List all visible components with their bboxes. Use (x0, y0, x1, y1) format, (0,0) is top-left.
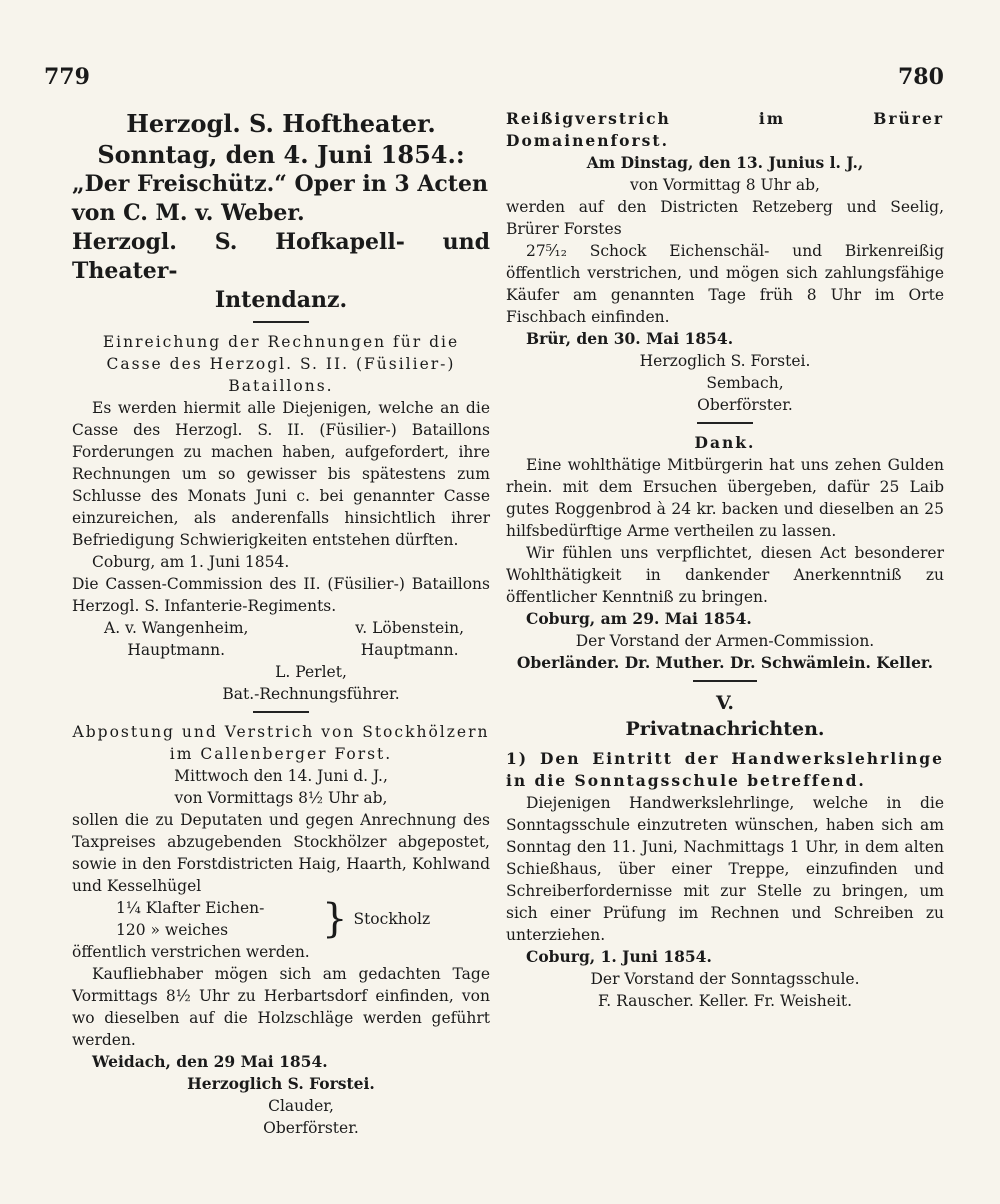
brace-glyph: } (322, 896, 348, 942)
wood-after: öffentlich verstrichen werden. (72, 943, 310, 961)
opera-composer: von C. M. v. Weber. (72, 200, 305, 226)
signature-loebenstein: v. Löbenstein, Hauptmann. (355, 619, 464, 659)
accounts-notice (72, 331, 490, 713)
intendance-line-2: Intendanz. (214, 287, 348, 313)
divider (253, 711, 309, 713)
accounts-commission: Die Cassen-Commission des II. (Füsilier-) Bataillons Herzogl. S. Infanterie-Regiments. (72, 575, 490, 615)
accounts-place-date: Coburg, am 1. Juni 1854. (92, 553, 290, 571)
accounts-body: Es werden hiermit alle Diejenigen, welche an die Casse des Herzogl. S. II. (Füsilier-) Bataillons Forderungen zu machen haben, aufgefordert, ihre Rechnungen um so gewisser bis spätestens zum Schlusse des Monats Juni c. bei genannter Casse einzureichen, als anderenfalls hinsichtlich ihrer Befriedigung Schwierigkeiten entstehen dürften. (72, 399, 490, 549)
brushwood-heading: Reißigverstrich im Brürer Domainenforst. (506, 109, 944, 150)
thanks-board: Der Vorstand der Armen-Commission. (575, 632, 875, 650)
brushwood-date-line-2: von Vormittag 8 Uhr ab, (630, 176, 820, 194)
theater-title: Herzogl. S. Hoftheater. (126, 109, 436, 138)
brushwood-place-date: Brür, den 30. Mai 1854. (526, 329, 734, 348)
wood-auction-notice (72, 721, 490, 1139)
apprentice-heading: 1) Den Eintritt der Handwerkslehrlinge in die Sonntagsschule betreffend. (506, 749, 944, 790)
wood-item-oak: 1¼ Klafter Eichen- (116, 899, 265, 917)
intendance-line-1: Herzogl. S. Hofkapell- und Theater- (72, 229, 490, 284)
brushwood-date-line-1: Am Dinstag, den 13. Junius l. J., (586, 153, 864, 172)
wood-body: sollen die zu Deputaten und gegen Anrechnung des Taxpreises abzugebenden Stockhölzer abgepostet, sowie in den Forstdistricten Haig, Haarth, Kohlwand und Kesselhügel (72, 811, 490, 895)
thanks-names: Oberländer. Dr. Muther. Dr. Schwämlein. Keller. (516, 653, 934, 672)
thanks-body-1: Eine wohlthätige Mitbürgerin hat uns zehen Gulden rhein. mit dem Ersuchen übergeben, dafür 25 Laib gutes Roggenbrod à 24 kr. backen und dieselben an 25 hilfsbedürftige Arme vertheilen zu lassen. (506, 456, 944, 540)
page-number-left: 779 (44, 64, 90, 90)
brushwood-office: Herzoglich S. Forstei. (639, 352, 811, 370)
wood-items (72, 897, 490, 941)
apprentice-body: Diejenigen Handwerkslehrlinge, welche in die Sonntagsschule einzutreten wünschen, haben sich am Sonntag den 11. Juni, Nachmittags 1 Uhr, in dem alten Schießhaus, über einer Treppe, einzufinden und Schreiberfordernisse mit zur Stelle zu bringen, um sich einer Prüfung im Rechnen und Schreiben zu unterziehen. (506, 794, 944, 944)
thanks-notice (506, 432, 944, 682)
brushwood-body-1: werden auf den Districten Retzeberg und Seelig, Brürer Forstes (506, 198, 944, 238)
page-number-right: 780 (898, 64, 944, 90)
divider (693, 680, 757, 682)
thanks-place-date: Coburg, am 29. Mai 1854. (526, 609, 752, 628)
divider (697, 422, 753, 424)
wood-signer: Clauder, (268, 1097, 334, 1115)
signature-wangenheim: A. v. Wangenheim, Hauptmann. (104, 619, 249, 659)
apprentice-place-date: Coburg, 1. Juni 1854. (526, 947, 712, 966)
opera-title: „Der Freischütz.“ Oper in 3 Acten (72, 171, 488, 197)
section-number: V. (715, 692, 735, 714)
left-column (72, 108, 490, 1139)
brushwood-body-2: 27⁵⁄₁₂ Schock Eichenschäl- und Birkenreißig öffentlich verstrichen, und mögen sich zahlungsfähige Käufer am genannten Tage früh 8 Uhr im Orte Fischbach einfinden. (506, 242, 944, 326)
apprentice-board: Der Vorstand der Sonntagsschule. (590, 970, 860, 988)
divider (253, 321, 309, 323)
wood-heading: Abpostung und Verstrich von Stockhölzern im Callenberger Forst. (72, 723, 490, 763)
wood-signer-title: Oberförster. (263, 1119, 359, 1137)
signature-perlet: L. Perlet, Bat.-Rechnungsführer. (222, 663, 400, 703)
brushwood-signer: Sembach, (706, 374, 784, 392)
wood-place-date: Weidach, den 29 Mai 1854. (92, 1052, 328, 1071)
section-title: Privatnachrichten. (625, 718, 825, 740)
thanks-body-2: Wir fühlen uns verpflichtet, diesen Act besonderer Wohlthätigkeit in dankender Anerkenntniß zu öffentlicher Kenntniß zu bringen. (506, 544, 944, 606)
theater-notice (72, 108, 490, 323)
theater-date: Sonntag, den 4. Juni 1854.: (97, 140, 465, 169)
wood-office: Herzoglich S. Forstei. (187, 1074, 375, 1093)
private-news (506, 690, 944, 1012)
wood-item-soft: 120 » weiches (116, 921, 229, 939)
brushwood-notice (506, 108, 944, 424)
thanks-heading: Dank. (694, 433, 756, 452)
brushwood-signer-title: Oberförster. (697, 396, 793, 414)
accounts-signatures (72, 617, 490, 661)
wood-buyers: Kaufliebhaber mögen sich am gedachten Tage Vormittags 8½ Uhr zu Herbartsdorf einfinden, von wo dieselben auf die Holzschläge werden geführt werden. (72, 965, 490, 1049)
wood-item-label: Stockholz (353, 910, 431, 928)
apprentice-names: F. Rauscher. Keller. Fr. Weisheit. (597, 992, 853, 1010)
right-column (506, 108, 944, 1012)
accounts-heading: Einreichung der Rechnungen für die Casse des Herzogl. S. II. (Füsilier-) Bataillons. (102, 333, 460, 395)
wood-date-line-1: Mittwoch den 14. Juni d. J., (174, 767, 388, 785)
wood-date-line-2: von Vormittags 8½ Uhr ab, (174, 789, 388, 807)
